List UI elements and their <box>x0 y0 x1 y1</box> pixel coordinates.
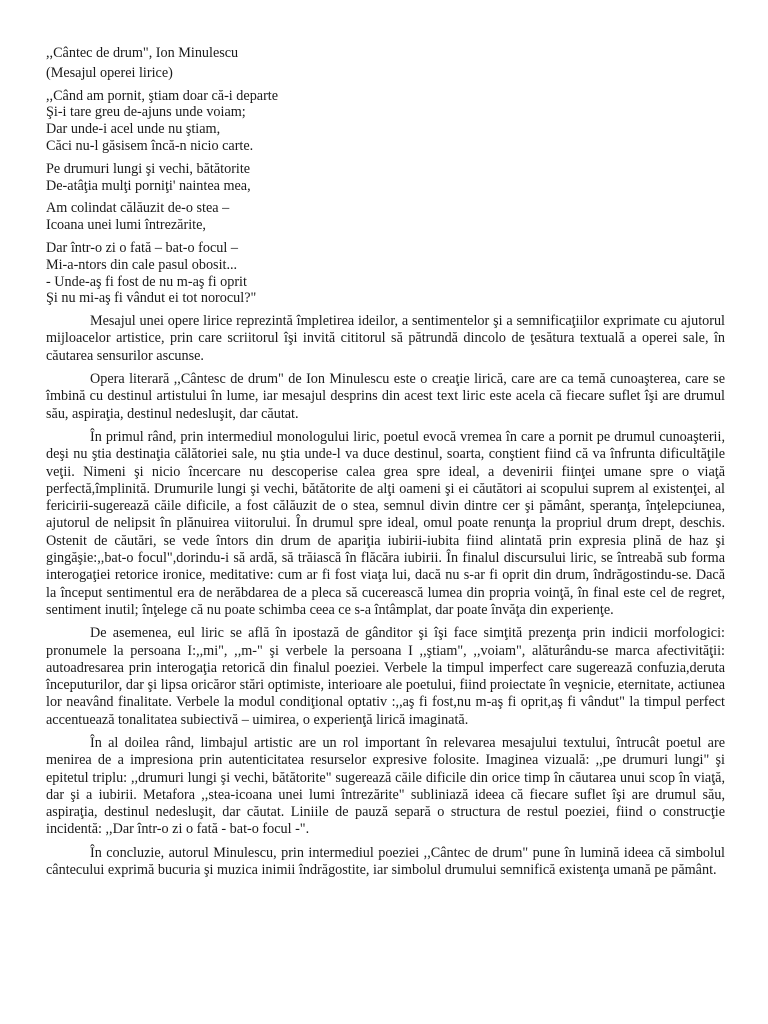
poem-stanza <box>46 161 725 195</box>
poem-stanza <box>46 240 725 307</box>
poem-line: - Unde-aş fi fost de nu m-aş fi oprit <box>46 273 247 290</box>
poem-line: De-atâţia mulţi porniţi' naintea mea, <box>46 177 251 194</box>
poem-line: Dar într-o zi o fată – bat-o focul – <box>46 239 238 256</box>
poem-line: Am colindat călăuzit de-o stea – <box>46 200 230 217</box>
paragraph-theme: Opera literară ,,Cântesc de drum" de Ion Minulescu este o creaţie lirică, care are ca temă cunoaşterea, care se îmbină cu destinul artistului în lume, iar mesajul desprins din acest text liric este acela că fiecare suflet îşi are drumul său, aspiraţia, destinul nedesluşit, dar căutat. <box>46 371 725 422</box>
poem-line: Şi nu mi-aş fi vândut ei tot norocul?" <box>46 290 257 307</box>
poem-line: ,,Când am pornit, ştiam doar că-i departe <box>46 87 279 104</box>
poem-line: Pe drumuri lungi şi vechi, bătătorite <box>46 160 251 177</box>
poem-stanza <box>46 88 725 155</box>
paragraph-conclusion: În concluzie, autorul Minulescu, prin intermediul poeziei ,,Cântec de drum" pune în lumină ideea că simbolul cântecului exprimă bucuria şi muzica inimii îndrăgostite, iar simbolul drumului semnifică existenţa umană pe pământ. <box>46 844 725 879</box>
paragraph-second-argument: În al doilea rând, limbajul artistic are un rol important în relevarea mesajului textului, întrucât poetul are menirea de a impresiona prin autenticitatea resurselor expresive folosite. Imaginea vizuală: ,,pe drumuri lungi" şi epitetul triplu: ,,drumuri lungi şi vechi, bătătorite" sugerează căile dificile din orice timp în căutarea unui scop în viaţă, dar şi a iubirii. Metafora ,,stea-icoana unei lumi întrezărite" subliniază ideea că fiecare suflet îşi are drumul său, aspiraţia, destinul nedesluşit, dar căutat. Liniile de pauză separă o structura de restul poeziei, fiind o construcţie incidentă: ,,Dar într-o zi o fată - bat-o focul -". <box>46 734 725 838</box>
poem-stanza <box>46 200 725 234</box>
paragraph-lyric-self: De asemenea, eul liric se află în ipostază de gânditor şi îşi face simţită prezenţa prin indicii morfologici: pronumele la persoana I:,,mi", ,,m-" şi verbele la persoana I ,,ştiam", ,,voiam", alăturându-se marca afectivităţii: autoadresarea prin interogaţia retorică din finalul poeziei. Verbele la timpul imperfect care sugerează confuzia,deruta începuturilor, dar şi lipsa oricăror stări optimiste, interioare ale poetului, fiind proiectate în veşnicie, eternitate, actiunea lor neavând finalitate. Verbele la modul condiţional optativ :,,aş fi fost,nu m-aş fi oprit,aş fi vândut" la timpul perfect accentuează tonalitatea subiectivă – uimirea, o experienţă lirică imaginată. <box>46 625 725 728</box>
poem-line: Icoana unei lumi întrezărite, <box>46 217 206 234</box>
document-title: ,,Cântec de drum", Ion Minulescu <box>46 45 239 61</box>
paragraph-intro: Mesajul unei opere lirice reprezintă împletirea ideilor, a sentimentelor şi a semnificaţiilor exprimate cu ajutorul mijloacelor artistice, prin care scriitorul îşi invită cititorul să pătrundă dincolo de ţesătura textuală a operei sale, în căutarea sensurilor ascunse. <box>46 313 725 364</box>
paragraph-first-argument: În primul rând, prin intermediul monologului liric, poetul evocă vremea în care a pornit pe drumul cunoaşterii, deşi nu ştia destinaţia călătoriei sale, nu ştia unde-l va duce destinul, soarta, conştient fiind că va înfrunta dificultăţile veţii. Nimeni şi nicio încercare nu descoperise calea grea spre ideal, a devenirii fiinţei umane spre o viaţă perfectă,împlinită. Drumurile lungi şi vechi, bătătorite de alţi oameni şi ei căutători ai scopului suprem al existenţei, al fericirii-sugerează căile dificile, a fost călăuzit de o stea, semnul divin dintre cer şi pământ, speranţa, înţelepciunea, ajutorul de nelipsit în plănuirea viitorului. În drumul spre ideal, omul poate renunţa la propriul drum drept, deschis. Ostenit de căutări, se vede întors din drum de apariţia iubirii-iubita fiind alintată prin expresia plină de haz şi gingăşie:,,bat-o focul",dorindu-i să ardă, să trăiască în flăcăra iubirii. În finalul discursului liric, se întreabă sub forma interogaţiei retorice ironice, meditative: cum ar fi fost viaţa lui, dacă nu s-ar fi oprit din drum, îndrăgostindu-se. Dacă la început sentimentul era de nerăbdarea de a pleca să cucerească lumea din propria voinţă, în final este cel de regret, sentiment inutil; înţelege că nu poate schimba ceea ce s-a întâmplat, dar poate învăţa din experienţe. <box>46 428 725 618</box>
poem-line: Dar unde-i acel unde nu ştiam, <box>46 121 221 138</box>
poem-line: Şi-i tare greu de-ajuns unde voiam; <box>46 104 246 121</box>
poem-line: Căci nu-l găsisem încă-n nicio carte. <box>46 137 254 154</box>
poem-line: Mi-a-ntors din cale pasul obosit... <box>46 256 238 273</box>
document-subtitle: (Mesajul operei lirice) <box>46 65 173 82</box>
